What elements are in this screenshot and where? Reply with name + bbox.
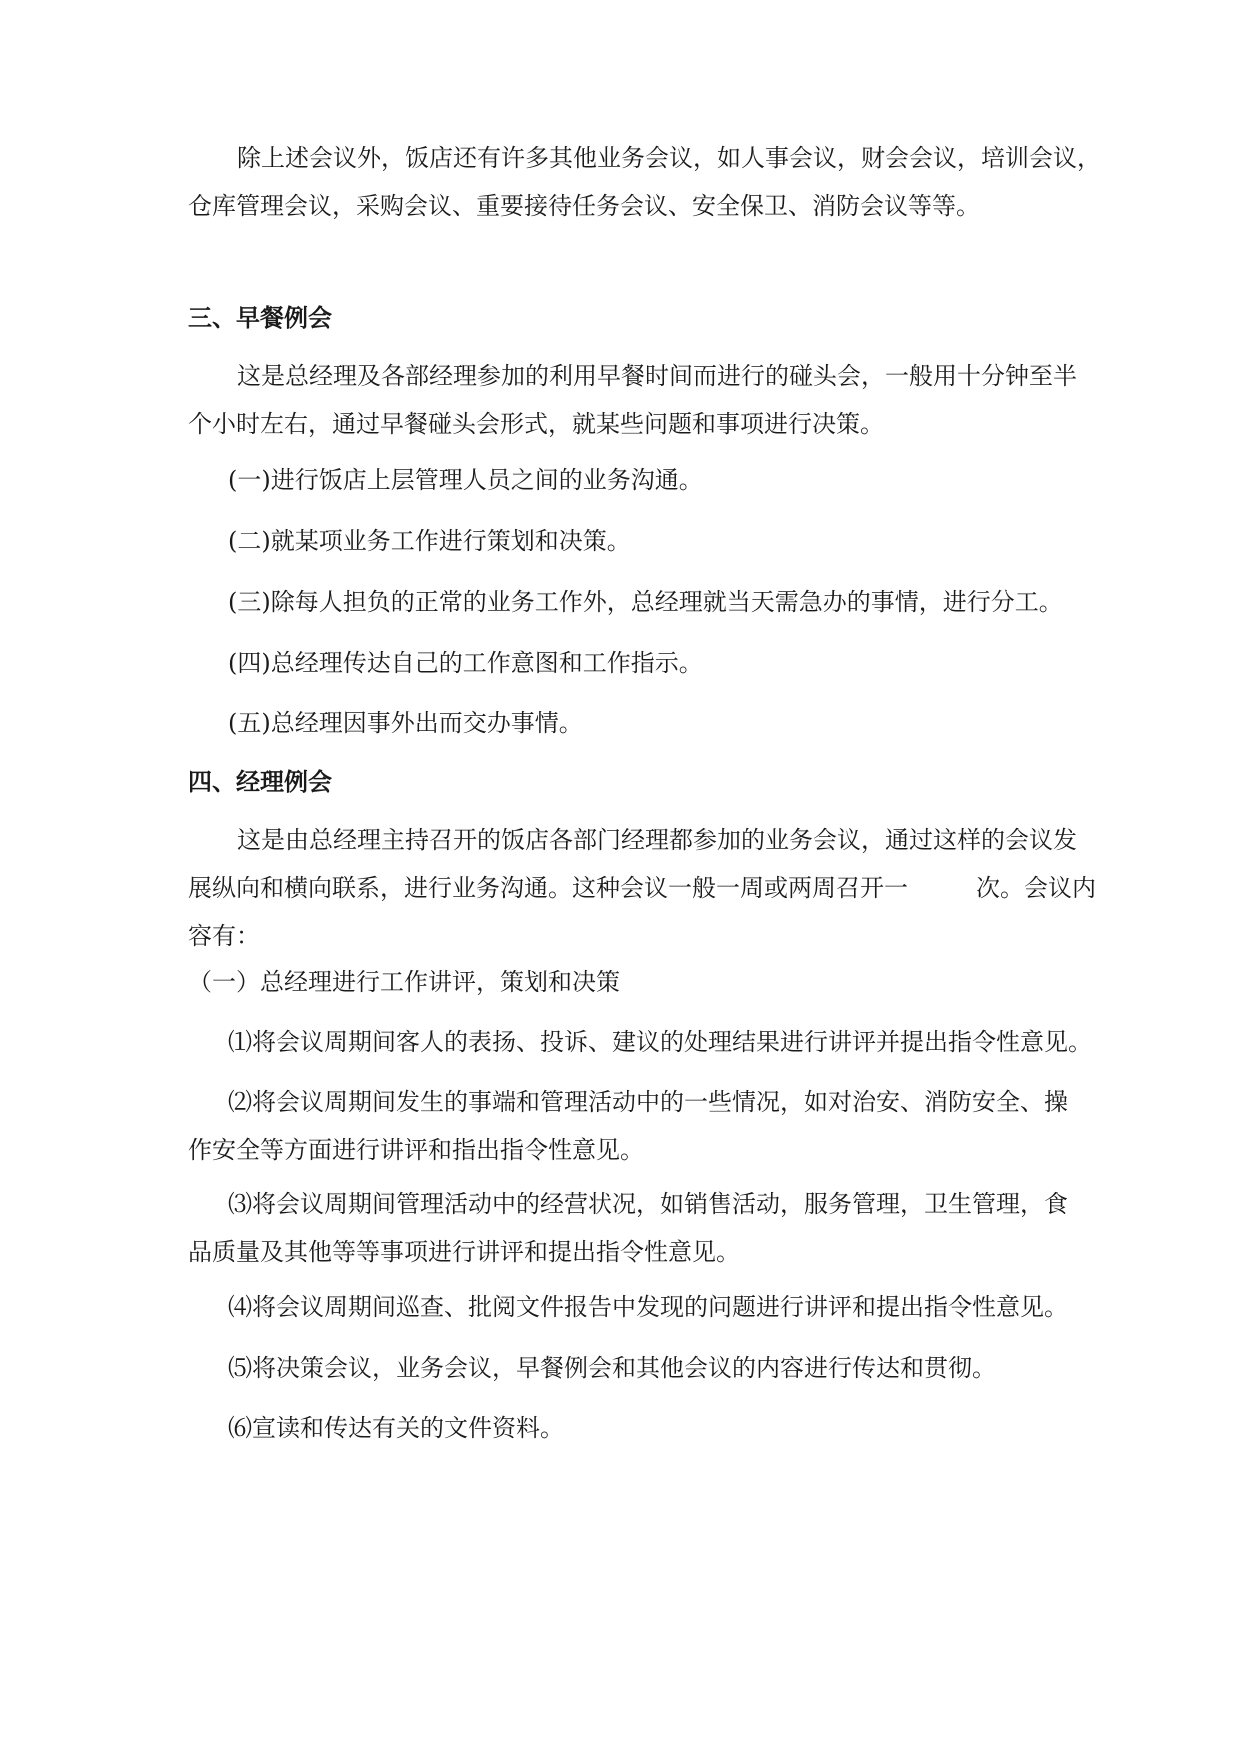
point-2 (188, 1078, 1118, 1174)
list-item: (三)除每人担负的正常的业务工作外，总经理就当天需急办的事情，进行分工。 (228, 588, 1063, 616)
list-item: ⑴将会议周期间客人的表扬、投诉、建议的处理结果进行讲评并提出指令性意见。 (228, 1028, 1092, 1056)
text-line: 个小时左右，通过早餐碰头会形式，就某些问题和事项进行决策。 (188, 410, 884, 438)
point-5 (188, 1344, 1118, 1392)
list-item: ⑹宣读和传达有关的文件资料。 (228, 1414, 564, 1442)
paragraph-manager-intro (188, 816, 1118, 960)
section-heading-manager-meeting (188, 758, 1118, 806)
text-line: 品质量及其他等等事项进行讲评和提出指令性意见。 (188, 1238, 740, 1266)
text-line: 仓库管理会议，采购会议、重要接待任务会议、安全保卫、消防会议等等。 (188, 192, 980, 220)
point-6 (188, 1404, 1118, 1452)
paragraph-other-meetings (188, 134, 1118, 230)
text-fragment: 展纵向和横向联系，进行业务沟通。这种会议一般一周或两周召开一 (188, 874, 908, 902)
paragraph-breakfast-intro (188, 352, 1118, 448)
breakfast-item-1 (188, 456, 1118, 504)
text-line (188, 864, 1118, 912)
list-item: ⑶将会议周期间管理活动中的经营状况，如销售活动，服务管理，卫生管理，食 (228, 1190, 1068, 1218)
sub-heading-review (188, 958, 1118, 1006)
sub-heading: （一）总经理进行工作讲评，策划和决策 (188, 968, 620, 996)
point-1 (188, 1018, 1118, 1066)
breakfast-item-4 (188, 639, 1118, 687)
list-item: (一)进行饭店上层管理人员之间的业务沟通。 (228, 466, 703, 494)
text-line: 这是总经理及各部经理参加的利用早餐时间而进行的碰头会，一般用十分钟至半 (237, 362, 1077, 390)
breakfast-item-2 (188, 517, 1118, 565)
text-line: 容有： (188, 922, 260, 950)
list-item: ⑸将决策会议，业务会议，早餐例会和其他会议的内容进行传达和贯彻。 (228, 1354, 996, 1382)
section-heading: 三、早餐例会 (188, 304, 332, 332)
list-item: (二)就某项业务工作进行策划和决策。 (228, 527, 631, 555)
list-item: (四)总经理传达自己的工作意图和工作指示。 (228, 649, 703, 677)
text-line: 这是由总经理主持召开的饭店各部门经理都参加的业务会议，通过这样的会议发 (237, 826, 1077, 854)
breakfast-item-5 (188, 699, 1118, 747)
point-4 (188, 1283, 1118, 1331)
breakfast-item-3 (188, 578, 1118, 626)
text-line: 作安全等方面进行讲评和指出指令性意见。 (188, 1136, 644, 1164)
list-item: (五)总经理因事外出而交办事情。 (228, 709, 583, 737)
section-heading-breakfast-meeting (188, 294, 1118, 342)
text-line: 除上述会议外，饭店还有许多其他业务会议，如人事会议，财会会议，培训会议， (237, 144, 1101, 172)
list-item: ⑵将会议周期间发生的事端和管理活动中的一些情况，如对治安、消防安全、操 (228, 1088, 1068, 1116)
point-3 (188, 1180, 1118, 1276)
text-fragment: 次。会议内 (976, 874, 1096, 902)
section-heading: 四、经理例会 (188, 768, 332, 796)
list-item: ⑷将会议周期间巡查、批阅文件报告中发现的问题进行讲评和提出指令性意见。 (228, 1293, 1068, 1321)
